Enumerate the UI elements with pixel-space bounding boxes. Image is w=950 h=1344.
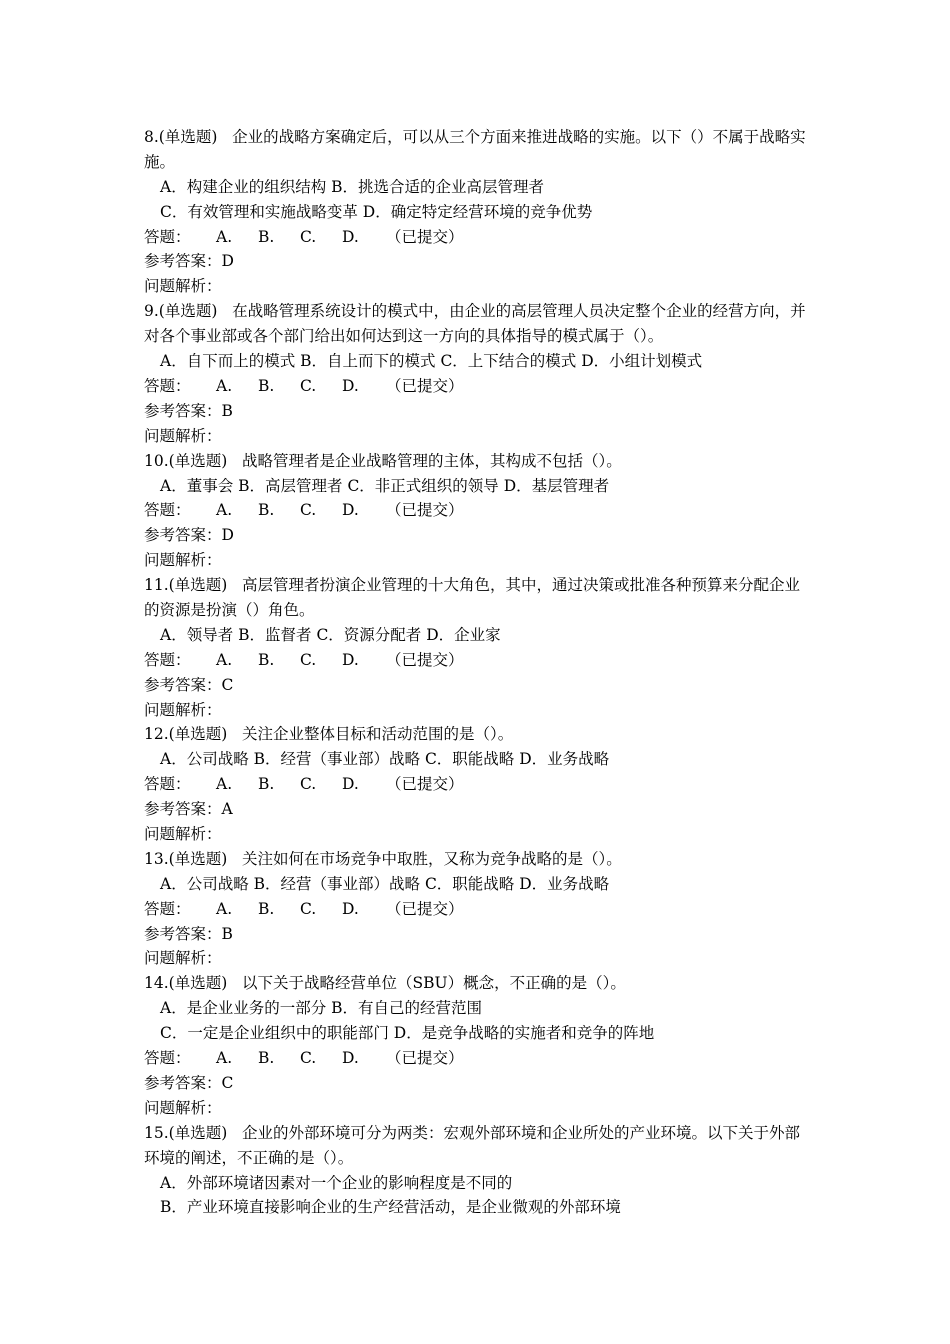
- answer-row: [144, 225, 814, 250]
- analysis-label: 问题解析：: [144, 551, 222, 570]
- submit-status: （已提交）: [386, 1049, 464, 1068]
- reference-answer: 参考答案：D: [144, 526, 234, 545]
- question-10: [144, 449, 814, 573]
- answer-option-b[interactable]: B.: [258, 775, 275, 794]
- answer-label: 答题：: [144, 227, 191, 246]
- answer-option-c[interactable]: C.: [300, 376, 317, 395]
- question-number: 15.(单选题): [144, 1123, 228, 1142]
- question-14: [144, 971, 814, 1120]
- answer-label: 答题：: [144, 650, 191, 669]
- answer-label: 答题：: [144, 899, 191, 918]
- reference-answer: 参考答案：D: [144, 252, 234, 271]
- submit-status: （已提交）: [386, 650, 464, 669]
- answer-option-a[interactable]: A.: [216, 227, 233, 246]
- question-8: [144, 125, 814, 299]
- answer-option-d[interactable]: D.: [342, 650, 359, 669]
- submit-status: （已提交）: [386, 899, 464, 918]
- reference-answer: 参考答案：C: [144, 675, 234, 694]
- question-text: 战略管理者是企业战略管理的主体，其构成不包括（）。: [242, 451, 622, 470]
- analysis-label: 问题解析：: [144, 1098, 222, 1117]
- question-text: 企业的外部环境可分为两类：宏观外部环境和企业所处的产业环境。以下关于外部环境的阐述，不正确的是（）。: [144, 1123, 801, 1167]
- question-number: 10.(单选题): [144, 451, 228, 470]
- question-number: 9.(单选题): [144, 302, 218, 321]
- submit-status: （已提交）: [386, 376, 464, 395]
- question-number: 14.(单选题): [144, 974, 228, 993]
- answer-label: 答题：: [144, 1049, 191, 1068]
- question-13: [144, 847, 814, 971]
- answer-option-b[interactable]: B.: [258, 227, 275, 246]
- analysis-label: 问题解析：: [144, 700, 222, 719]
- answer-option-d[interactable]: D.: [342, 775, 359, 794]
- answer-row: [144, 1046, 814, 1071]
- question-9: [144, 299, 814, 448]
- answer-label: 答题：: [144, 376, 191, 395]
- option-line: B．产业环境直接影响企业的生产经营活动，是企业微观的外部环境: [160, 1198, 621, 1217]
- answer-option-a[interactable]: A.: [216, 1049, 233, 1068]
- answer-option-c[interactable]: C.: [300, 501, 317, 520]
- answer-option-d[interactable]: D.: [342, 1049, 359, 1068]
- question-stem: [144, 573, 814, 623]
- option-line: A．公司战略 B．经营（事业部）战略 C．职能战略 D．业务战略: [160, 874, 610, 893]
- question-number: 11.(单选题): [144, 576, 228, 595]
- answer-option-c[interactable]: C.: [300, 1049, 317, 1068]
- question-number: 12.(单选题): [144, 725, 228, 744]
- answer-row: [144, 772, 814, 797]
- option-line: A．领导者 B．监督者 C．资源分配者 D．企业家: [160, 625, 501, 644]
- question-text: 在战略管理系统设计的模式中，由企业的高层管理人员决定整个企业的经营方向，并对各个事业部或各个部门给出如何达到这一方向的具体指导的模式属于（）。: [144, 302, 806, 346]
- submit-status: （已提交）: [386, 775, 464, 794]
- answer-option-a[interactable]: A.: [216, 501, 233, 520]
- answer-option-d[interactable]: D.: [342, 899, 359, 918]
- option-line: A．自下而上的模式 B．自上而下的模式 C．上下结合的模式 D．小组计划模式: [160, 352, 703, 371]
- answer-option-b[interactable]: B.: [258, 899, 275, 918]
- question-text: 关注如何在市场竞争中取胜，又称为竞争战略的是（）。: [242, 849, 622, 868]
- question-list: [144, 125, 814, 1220]
- question-stem: [144, 1121, 814, 1171]
- analysis-label: 问题解析：: [144, 949, 222, 968]
- answer-option-c[interactable]: C.: [300, 775, 317, 794]
- answer-option-b[interactable]: B.: [258, 376, 275, 395]
- answer-option-a[interactable]: A.: [216, 376, 233, 395]
- question-stem: [144, 449, 814, 474]
- answer-option-d[interactable]: D.: [342, 501, 359, 520]
- question-number: 13.(单选题): [144, 849, 228, 868]
- answer-option-c[interactable]: C.: [300, 899, 317, 918]
- reference-answer: 参考答案：B: [144, 924, 233, 943]
- submit-status: （已提交）: [386, 501, 464, 520]
- analysis-label: 问题解析：: [144, 825, 222, 844]
- question-stem: [144, 971, 814, 996]
- question-number: 8.(单选题): [144, 128, 218, 146]
- question-text: 企业的战略方案确定后，可以从三个方面来推进战略的实施。以下（）不属于战略实施。: [144, 128, 806, 171]
- answer-option-d[interactable]: D.: [342, 227, 359, 246]
- option-line: C．一定是企业组织中的职能部门 D．是竞争战略的实施者和竞争的阵地: [160, 1024, 655, 1043]
- answer-option-c[interactable]: C.: [300, 227, 317, 246]
- answer-option-a[interactable]: A.: [216, 775, 233, 794]
- question-stem: [144, 722, 814, 747]
- answer-option-b[interactable]: B.: [258, 1049, 275, 1068]
- analysis-label: 问题解析：: [144, 277, 222, 296]
- analysis-label: 问题解析：: [144, 426, 222, 445]
- answer-option-a[interactable]: A.: [216, 899, 233, 918]
- answer-row: [144, 498, 814, 523]
- question-12: [144, 722, 814, 846]
- answer-row: [144, 648, 814, 673]
- question-text: 高层管理者扮演企业管理的十大角色，其中，通过决策或批准各种预算来分配企业的资源是扮演（）角色。: [144, 576, 801, 619]
- submit-status: （已提交）: [386, 227, 464, 246]
- reference-answer: 参考答案：B: [144, 401, 233, 420]
- option-line: A．构建企业的组织结构 B．挑选合适的企业高层管理者: [160, 177, 545, 196]
- option-line: A．是企业业务的一部分 B．有自己的经营范围: [160, 999, 483, 1018]
- question-stem: [144, 299, 814, 349]
- reference-answer: 参考答案：C: [144, 1073, 234, 1092]
- question-stem: [144, 847, 814, 872]
- question-text: 以下关于战略经营单位（SBU）概念，不正确的是（）。: [242, 974, 626, 993]
- option-line: A．董事会 B．高层管理者 C．非正式组织的领导 D．基层管理者: [160, 476, 610, 495]
- reference-answer: 参考答案：A: [144, 800, 233, 819]
- question-11: [144, 573, 814, 722]
- answer-option-b[interactable]: B.: [258, 501, 275, 520]
- answer-option-d[interactable]: D.: [342, 376, 359, 395]
- option-line: A．外部环境诸因素对一个企业的影响程度是不同的: [160, 1173, 513, 1192]
- option-line: C．有效管理和实施战略变革 D．确定特定经营环境的竞争优势: [160, 202, 593, 221]
- answer-row: [144, 374, 814, 399]
- question-stem: [144, 125, 814, 175]
- answer-label: 答题：: [144, 501, 191, 520]
- answer-option-a[interactable]: A.: [216, 650, 233, 669]
- option-line: A．公司战略 B．经营（事业部）战略 C．职能战略 D．业务战略: [160, 750, 610, 769]
- question-text: 关注企业整体目标和活动范围的是（）。: [242, 725, 514, 744]
- answer-row: [144, 897, 814, 922]
- answer-option-c[interactable]: C.: [300, 650, 317, 669]
- answer-label: 答题：: [144, 775, 191, 794]
- question-15: [144, 1121, 814, 1221]
- answer-option-b[interactable]: B.: [258, 650, 275, 669]
